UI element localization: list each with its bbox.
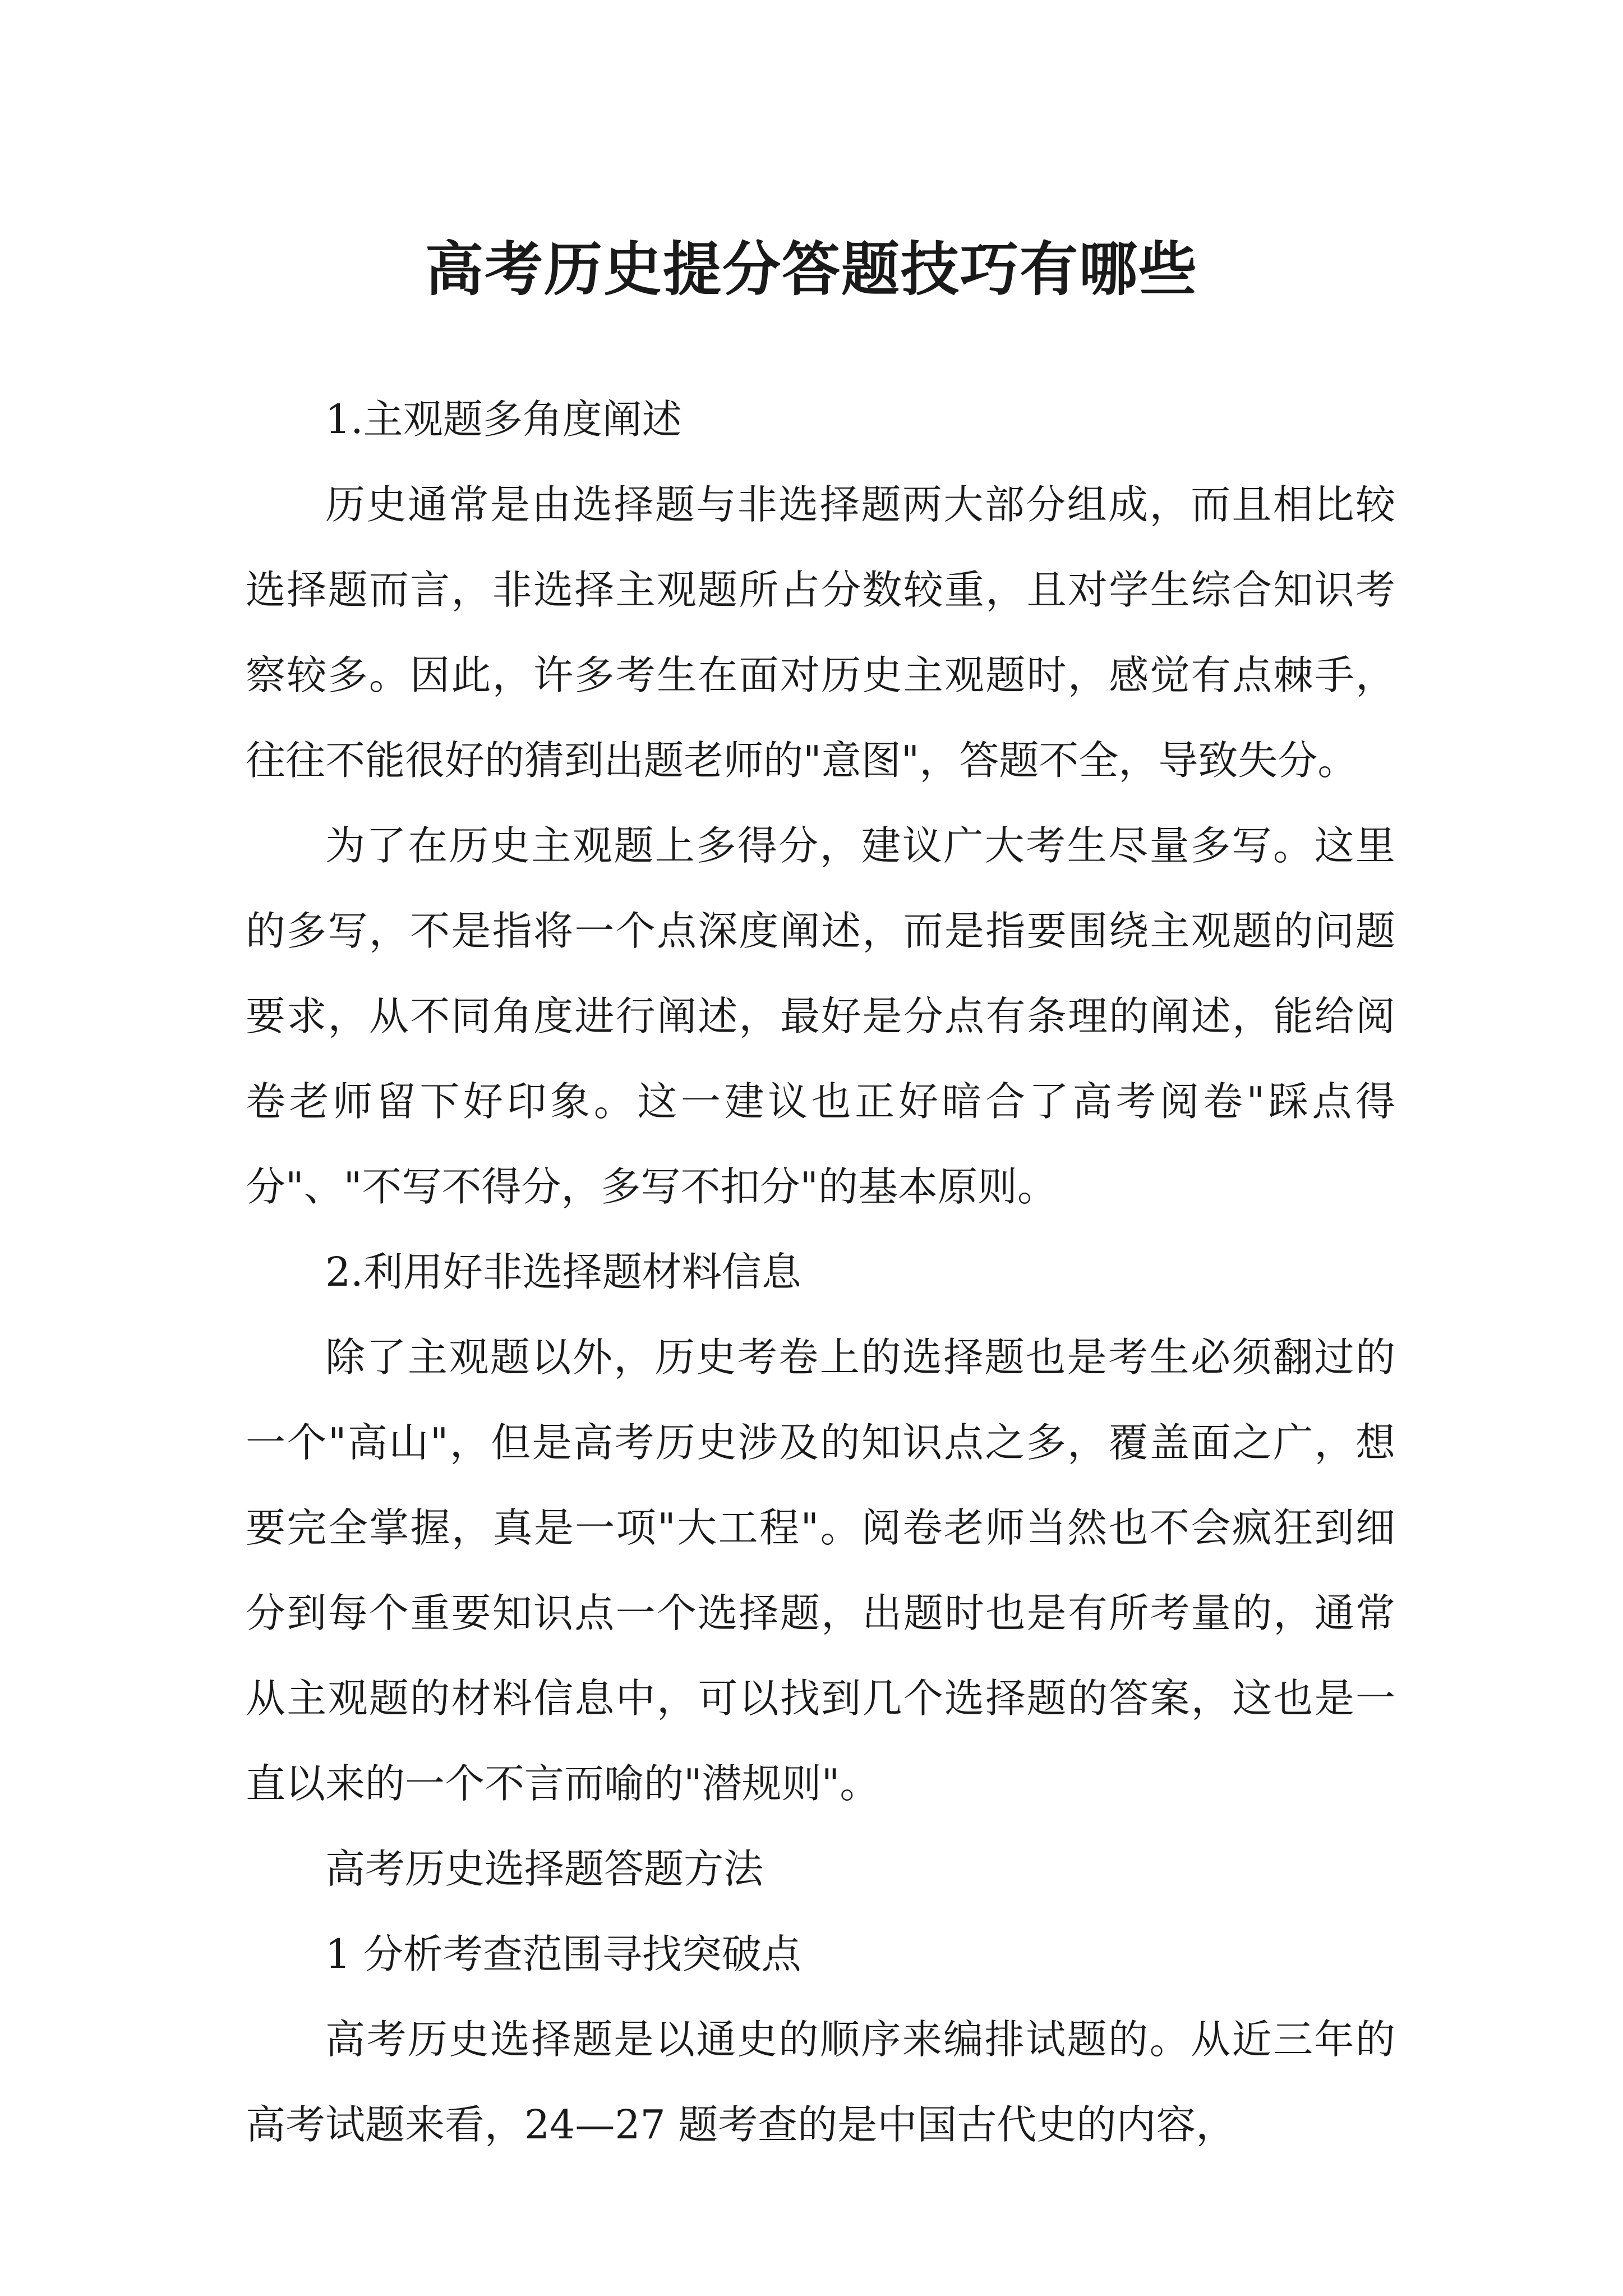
document-body (246, 377, 1395, 2168)
section-heading-material-info: 2.利用好非选择题材料信息 (325, 1249, 801, 1295)
body-paragraph: 高考历史选择题是以通史的顺序来编排试题的。从近三年的高考试题来看，24—27 题考查的是中国古代史的内容， (246, 2016, 1395, 2148)
body-paragraph: 除了主观题以外，历史考卷上的选择题也是考生必须翻过的一个"高山"，但是高考历史涉及的知识点之多，覆盖面之广，想要完全掌握，真是一项"大工程"。阅卷老师当然也不会疯狂到细分到每个重要知识点一个选择题，出题时也是有所考量的，通常从主观题的材料信息中，可以找到几个选择题的答案，这也是一直以来的一个不言而喻的"潜规则"。 (246, 1334, 1395, 1807)
body-paragraph: 为了在历史主观题上多得分，建议广大考生尽量多写。这里的多写，不是指将一个点深度阐述，而是指要围绕主观题的问题要求，从不同角度进行阐述，最好是分点有条理的阐述，能给阅卷老师留下好印象。这一建议也正好暗合了高考阅卷"踩点得分"、"不写不得分，多写不扣分"的基本原则。 (246, 822, 1395, 1210)
body-paragraph: 历史通常是由选择题与非选择题两大部分组成，而且相比较选择题而言，非选择主观题所占分数较重，且对学生综合知识考察较多。因此，许多考生在面对历史主观题时，感觉有点棘手，往往不能很好的猜到出题老师的"意图"，答题不全，导致失分。 (246, 481, 1395, 784)
section-heading-choice-methods: 高考历史选择题答题方法 (325, 1846, 764, 1892)
subsection-heading-scope: 1 分析考查范围寻找突破点 (325, 1931, 801, 1977)
document-title: 高考历史提分答题技巧有哪些 (425, 234, 1198, 303)
section-heading-subjective: 1.主观题多角度阐述 (325, 396, 682, 443)
